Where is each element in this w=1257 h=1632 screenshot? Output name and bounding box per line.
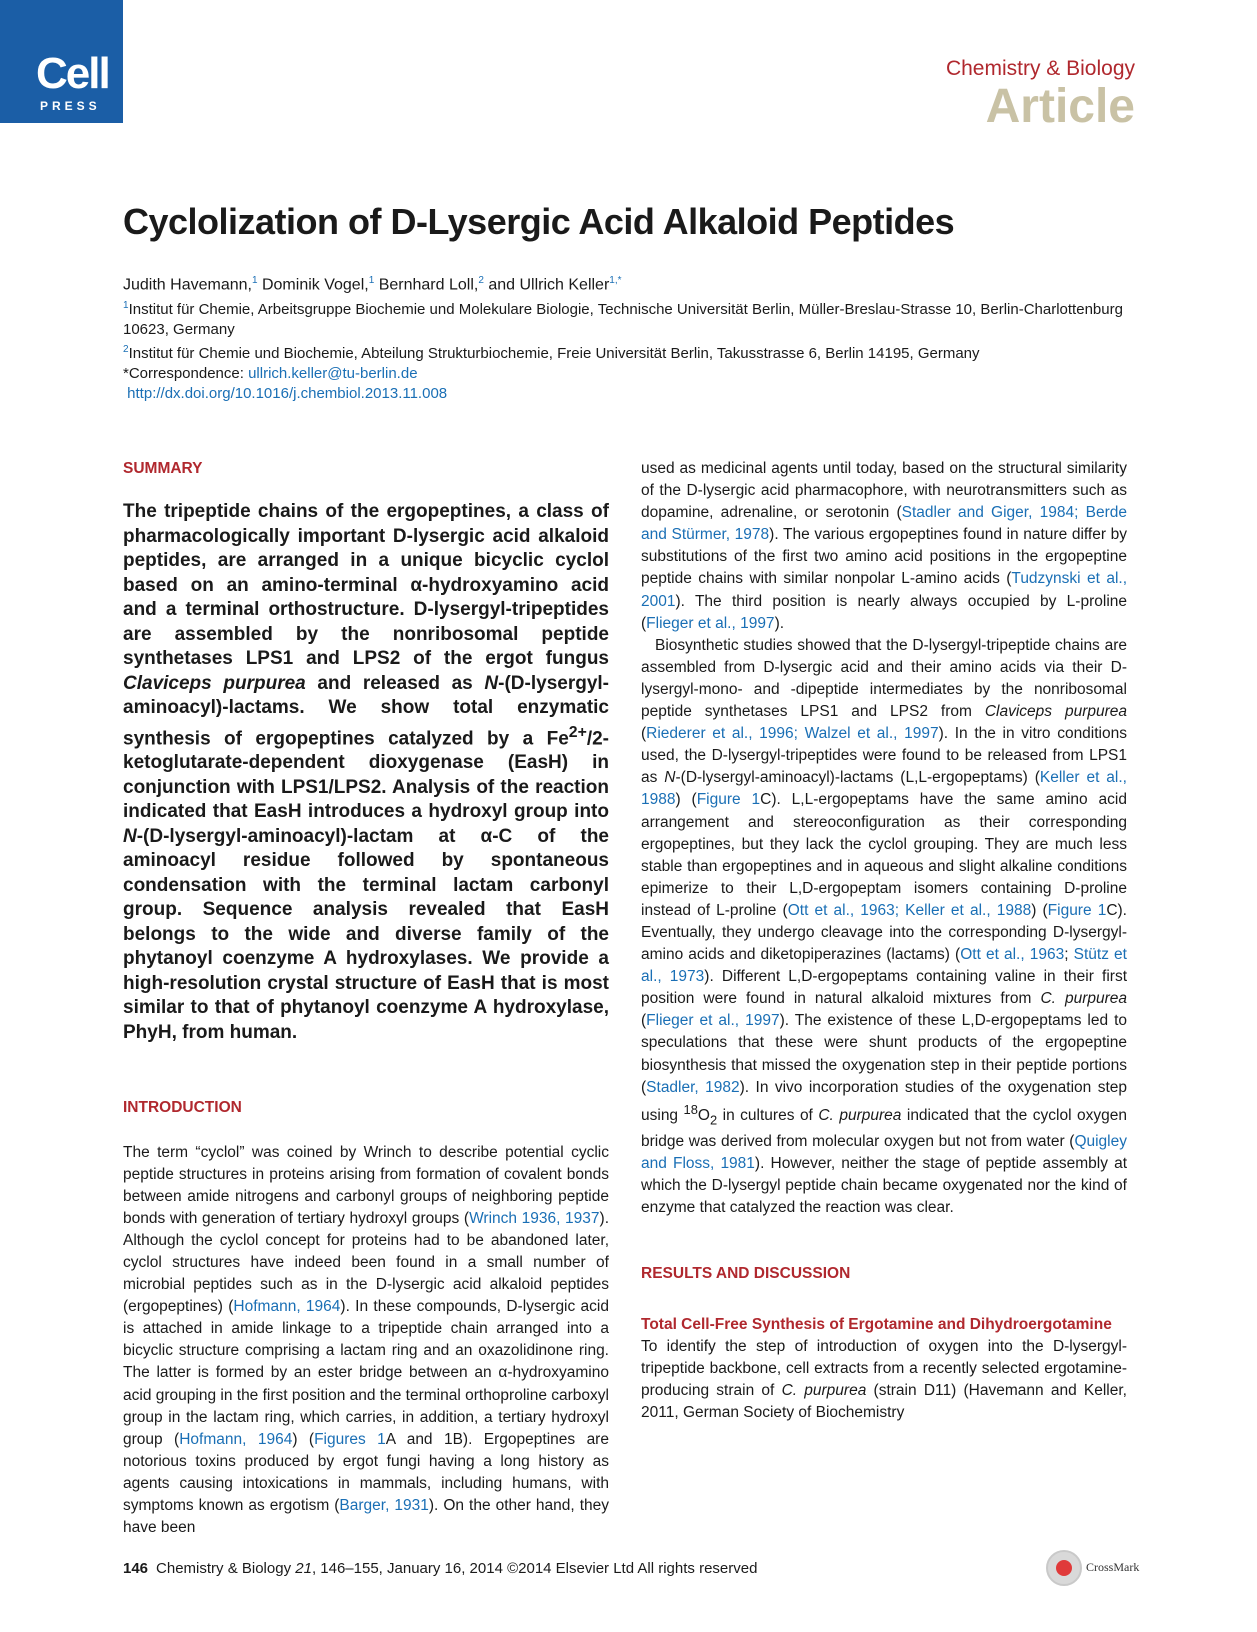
ref-link[interactable]: Wrinch 1936, 1937: [469, 1209, 600, 1227]
author-list: [123, 270, 1133, 296]
author-sup: 1,*: [609, 275, 622, 286]
aff-sup: 1: [123, 300, 129, 312]
crossmark-label: CrossMark: [1086, 1560, 1140, 1574]
footer-volume: 21: [295, 1560, 312, 1577]
results-paragraph: To identify the step of introduction of oxygen into the D-lysergyl-tripeptide backbone, cell extracts from a recently selected ergotamine-producing strain of C. purpurea (strain D11) (Havemann and Keller, 2011, German Society of Biochemistry: [641, 1337, 1127, 1421]
introduction-heading: INTRODUCTION: [123, 1099, 242, 1117]
figure-link[interactable]: Figure 1: [696, 791, 761, 809]
figure-link[interactable]: Figures 1: [314, 1430, 386, 1448]
results-heading: RESULTS AND DISCUSSION: [641, 1265, 851, 1283]
correspondence: [123, 364, 1133, 384]
ref-link[interactable]: Stadler, 1982: [646, 1078, 740, 1096]
ref-link[interactable]: Riederer et al., 1996; Walzel et al., 1997: [646, 725, 939, 743]
cell-press-logo: [0, 0, 123, 123]
right-column: [641, 458, 1127, 1424]
ref-link[interactable]: Hofmann, 1964: [179, 1430, 293, 1448]
ref-link[interactable]: Quigley and Floss, 1981: [641, 1133, 1127, 1173]
journal-header: [946, 56, 1135, 132]
affiliation-2: [123, 340, 1133, 364]
intro-paragraph: The term “cyclol” was coined by Wrinch to describe potential cyclic peptide structures in proteins arising from formation of covalent bonds between amide nitrogens and carbonyl groups of neighboring peptide bonds with generation of tertiary hydroxyl groups (Wrinch 1936, 1937). Although the cyclol concept for proteins had to be abandoned later, cyclol structures have indeed been found in a small number of microbial peptides such as in the D-lysergic acid alkaloid peptides (ergopeptines) (Hofmann, 1964). In these compounds, D-lysergic acid is attached in amide linkage to a tripeptide chain arranged into a bicyclic structure comprising a lactam ring and an oxazolidinone ring. The latter is formed by an ester bridge between an α-hydroxyamino acid grouping in the first position and the terminal orthoproline carboxyl group in the lactam ring, which carries, in addition, a tertiary hydroxyl group (Hofmann, 1964) (Figures 1A and 1B). Ergopeptines are notorious toxins produced by ergot fungi having a long history as agents causing intoxications in mammals, including humans, with symptoms known as ergotism (Barger, 1931). On the other hand, they have been: [123, 1143, 610, 1537]
author-sup: 1: [251, 275, 258, 286]
author: Judith Havemann,: [123, 276, 252, 294]
logo-word: Cell: [36, 49, 109, 98]
author: Bernhard Loll,: [374, 276, 479, 294]
author: Dominik Vogel,: [257, 276, 369, 294]
ref-link[interactable]: Hofmann, 1964: [233, 1298, 341, 1316]
summary-text: The tripeptide chains of the ergopeptines, a class of pharmacologically important D-lysergic acid alkaloid peptides, are arranged in a unique bicyclic cyclol based on an amino-terminal α-hydroxyamino acid and a terminal orthostructure. D-lysergyl-tripeptides are assembled by the nonribosomal peptide synthetases LPS1 and LPS2 of the ergot fungus Claviceps purpurea and released as N-(D-lysergyl-aminoacyl)-lactams. We show total enzymatic synthesis of ergopeptines catalyzed by a $Fe^{2+}/2-ketoglutarate$-dependent dioxygenase (EasH) in conjunction with LPS1/LPS2. Analysis of the reaction indicated that EasH introduces a hydroxyl group into N-(D-lysergyl-aminoacyl)-lactam at α-C of the aminoacyl residue followed by spontaneous condensation with the terminal lactam carbonyl group. Sequence analysis revealed that EasH belongs to the wide and diverse family of the phytanoyl coenzyme A hydroxylases. We provide a high-resolution crystal structure of EasH that is most similar to that of phytanoyl coenzyme A hydroxylase, PhyH, from human.: [123, 501, 609, 1043]
figure-link[interactable]: Figure 1: [1047, 901, 1107, 919]
ref-link[interactable]: Flieger et al., 1997: [646, 614, 775, 632]
left-column: [123, 458, 609, 1539]
affiliation-1: [123, 296, 1133, 340]
ref-link[interactable]: Keller et al., 1988: [641, 769, 1127, 809]
ref-link[interactable]: Ott et al., 1963: [960, 946, 1065, 964]
doi-link[interactable]: http://dx.doi.org/10.1016/j.chembiol.2013.11.008: [127, 385, 448, 403]
author: and Ullrich Keller: [483, 276, 610, 294]
page-footer: [123, 1560, 757, 1577]
ref-link[interactable]: Tudzynski et al., 2001: [641, 570, 1128, 610]
ref-link[interactable]: Ott et al., 1963; Keller et al., 1988: [787, 901, 1032, 919]
summary-heading: SUMMARY: [123, 460, 203, 477]
footer-journal: Chemistry & Biology: [156, 1560, 296, 1577]
logo-sub: PRESS: [40, 99, 101, 113]
ref-link[interactable]: Flieger et al., 1997: [646, 1012, 780, 1030]
author-sup: 2: [478, 275, 484, 286]
ref-link[interactable]: Stütz et al., 1973: [641, 946, 1127, 986]
page-number: 146: [123, 1560, 149, 1577]
intro-paragraph-cont: used as medicinal agents until today, based on the structural similarity of the D-lysergic acid pharmacophore, with neurotransmitters such as dopamine, adrenaline, or serotonin (Stadler and Giger, 1984; Berde and Stürmer, 1978). The various ergopeptines found in nature differ by substitutions of the first two amino acid positions in the ergopeptine peptide chains with similar nonpolar L-amino acids (Tudzynski et al., 2001). The third position is nearly always occupied by L-proline (Flieger et al., 1997).: [641, 460, 1128, 632]
subsection-heading: Total Cell-Free Synthesis of Ergotamine and Dihydroergotamine: [641, 1315, 1112, 1333]
aff-text: Institut für Chemie und Biochemie, Abteilung Strukturbiochemie, Freie Universität Berlin, Takusstrasse 6, Berlin 14195, Germany: [128, 345, 980, 363]
ref-link[interactable]: Stadler and Giger, 1984; Berde and Stürmer, 1978: [641, 504, 1127, 544]
corr-label: *Correspondence:: [123, 365, 249, 383]
intro-paragraph-2: Biosynthetic studies showed that the D-lysergyl-tripeptide chains are assembled from D-lysergic acid and their amino acids via their D-lysergyl-mono- and -dipeptide intermediates by the nonribosomal peptide synthetases LPS1 and LPS2 from Claviceps purpurea (Riederer et al., 1996; Walzel et al., 1997). In the in vitro conditions used, the D-lysergyl-tripeptides were found to be released from LPS1 as N-(D-lysergyl-aminoacyl)-lactams (L,L-ergopeptams) (Keller et al., 1988) (Figure 1C). L,L-ergopeptams have the same amino acid arrangement and stereoconfiguration as their corresponding ergopeptines, but they lack the cyclol grouping. They are much less stable than ergopeptines and in aqueous and slight alkaline conditions epimerize to their L,D-ergopeptam isomers containing D-proline instead of L-proline (Ott et al., 1963; Keller et al., 1988) (Figure 1C). Eventually, they undergo cleavage into the corresponding D-lysergyl-amino acids and diketopiperazines (lactams) (Ott et al., 1963; Stütz et al., 1973). Different L,D-ergopeptams containing valine in their first position were found in natural alkaloid mixtures from C. purpurea (Flieger et al., 1997). The existence of these L,D-ergopeptams led to speculations that these were shunt products of the ergopeptine biosynthesis that missed the oxygenation step in their peptide portions (Stadler, 1982). In vivo incorporation studies of the oxygenation step using $^{18}O_2$ in cultures of C. purpurea indicated that the cyclol oxygen bridge was derived from molecular oxygen but not from water (Quigley and Floss, 1981). However, neither the stage of peptide assembly at which the D-lysergyl peptide chain became oxygenated nor the kind of enzyme that catalyzed the reaction was clear.: [641, 636, 1128, 1217]
journal-name: Chemistry & Biology: [945, 57, 1135, 80]
ref-link[interactable]: Barger, 1931: [339, 1497, 429, 1515]
aff-text: Institut für Chemie, Arbeitsgruppe Biochemie und Molekulare Biologie, Technische Universität Berlin, Müller-Breslau-Strasse 10, Berlin-Charlottenburg 10623, Germany: [123, 301, 1123, 339]
aff-sup: 2: [123, 344, 129, 356]
crossmark-icon: [1046, 1550, 1082, 1586]
footer-citation: , 146–155, January 16, 2014 ©2014 Elsevier Ltd All rights reserved: [311, 1560, 758, 1577]
article-type: Article: [985, 80, 1135, 133]
crossmark-badge[interactable]: [1046, 1550, 1140, 1588]
author-sup: 1: [368, 275, 375, 286]
paper-title: Cyclolization of D-Lysergic Acid Alkaloid Peptides: [123, 201, 955, 242]
front-matter: [123, 270, 1133, 404]
corr-email-link[interactable]: ullrich.keller@tu-berlin.de: [248, 365, 418, 383]
